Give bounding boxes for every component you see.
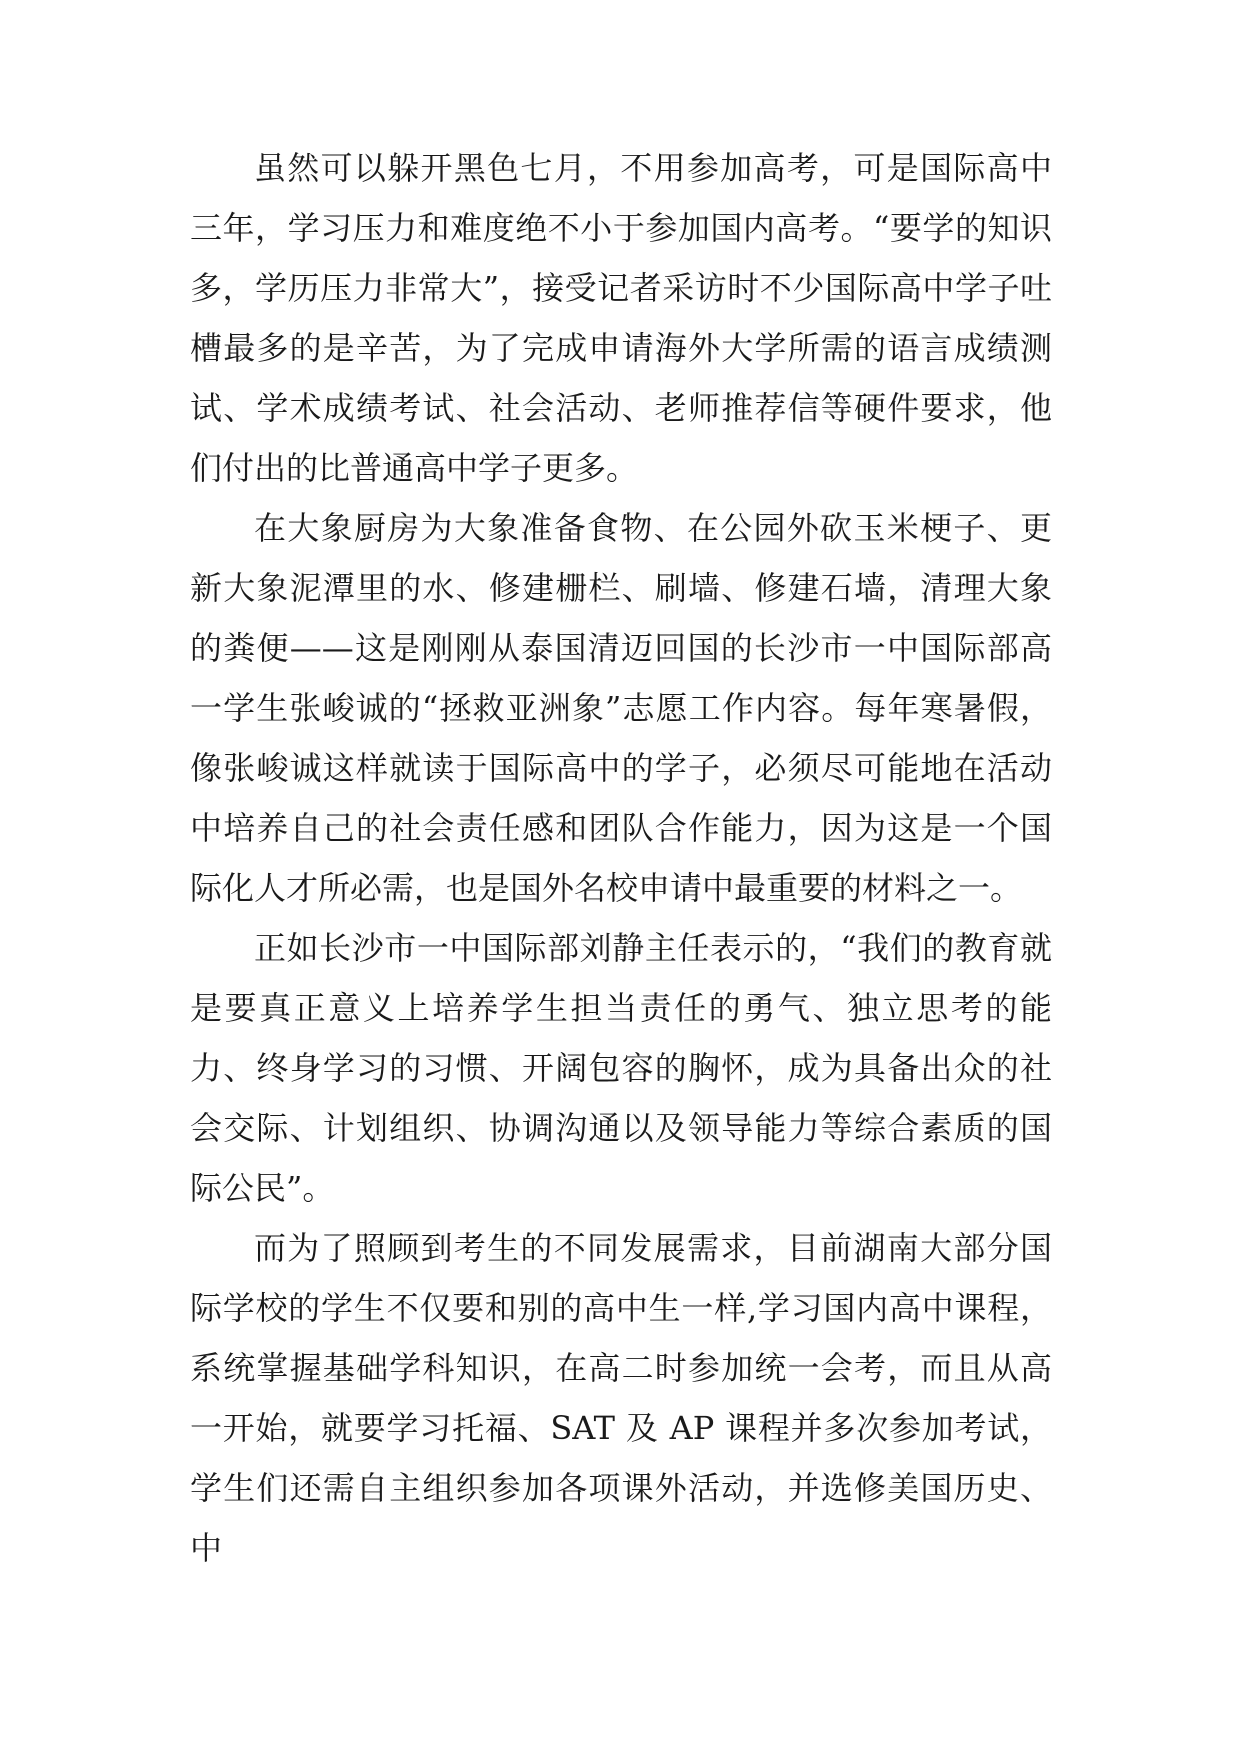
paragraph-4: 而为了照顾到考生的不同发展需求，目前湖南大部分国际学校的学生不仅要和别的高中生一样,学习国内高中课程，系统掌握基础学科知识，在高二时参加统一会考，而且从高一开始，就要学习托福、SAT 及 AP 课程并多次参加考试，学生们还需自主组织参加各项课外活动，并选修美国历史、中 xyxy=(190,1229,1052,1567)
document-page xyxy=(190,138,1052,1578)
paragraph-1: 虽然可以躲开黑色七月，不用参加高考，可是国际高中三年，学习压力和难度绝不小于参加国内高考。“要学的知识多，学历压力非常大”，接受记者采访时不少国际高中学子吐槽最多的是辛苦，为了完成申请海外大学所需的语言成绩测试、学术成绩考试、社会活动、老师推荐信等硬件要求，他们付出的比普通高中学子更多。 xyxy=(190,149,1052,487)
paragraph-3: 正如长沙市一中国际部刘静主任表示的，“我们的教育就是要真正意义上培养学生担当责任的勇气、独立思考的能力、终身学习的习惯、开阔包容的胸怀，成为具备出众的社会交际、计划组织、协调沟通以及领导能力等综合素质的国际公民”。 xyxy=(190,929,1052,1207)
paragraph-2: 在大象厨房为大象准备食物、在公园外砍玉米梗子、更新大象泥潭里的水、修建栅栏、刷墙、修建石墙，清理大象的粪便——这是刚刚从泰国清迈回国的长沙市一中国际部高一学生张峻诚的“拯救亚洲象”志愿工作内容。每年寒暑假，像张峻诚这样就读于国际高中的学子，必须尽可能地在活动中培养自己的社会责任感和团队合作能力，因为这是一个国际化人才所必需，也是国外名校申请中最重要的材料之一。 xyxy=(190,509,1052,907)
